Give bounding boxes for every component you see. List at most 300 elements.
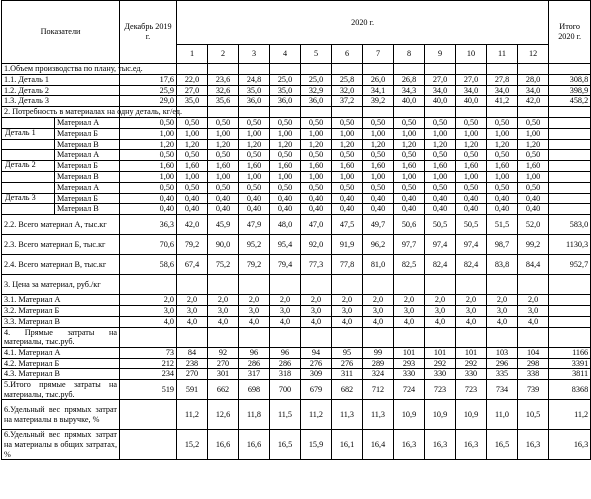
value-cell: 4,0	[270, 316, 301, 327]
value-cell: 97,4	[456, 235, 487, 255]
value-cell: 32,0	[332, 85, 363, 96]
value-cell: 101	[425, 347, 456, 358]
value-cell: 0,40	[394, 204, 425, 215]
value-cell: 591	[177, 380, 208, 400]
value-cell: 1,00	[208, 171, 239, 182]
value-cell: 2,0	[487, 295, 518, 306]
value-cell: 0,40	[208, 204, 239, 215]
value-cell: 36,3	[120, 215, 177, 235]
value-cell: 1,00	[208, 128, 239, 139]
value-cell: 39,2	[363, 96, 394, 107]
value-cell: 0,40	[363, 193, 394, 204]
value-cell: 17,6	[120, 74, 177, 85]
value-cell: 1,60	[332, 161, 363, 172]
value-cell: 298	[518, 358, 549, 369]
value-cell: 739	[518, 380, 549, 400]
value-cell: 1,00	[332, 171, 363, 182]
value-cell	[549, 139, 591, 150]
value-cell: 40,0	[456, 96, 487, 107]
value-cell: 11,2	[549, 400, 591, 430]
value-cell: 36,0	[239, 96, 270, 107]
value-cell: 0,50	[487, 182, 518, 193]
value-cell: 35,6	[208, 96, 239, 107]
value-cell: 1130,3	[549, 235, 591, 255]
value-cell: 91,9	[332, 235, 363, 255]
value-cell: 1,00	[301, 171, 332, 182]
value-cell: 324	[363, 369, 394, 380]
value-cell: 1,00	[239, 171, 270, 182]
material-row	[2, 150, 591, 161]
value-cell: 0,50	[177, 150, 208, 161]
value-cell: 34,0	[456, 85, 487, 96]
value-cell: 26,0	[363, 74, 394, 85]
value-cell: 52,0	[518, 215, 549, 235]
value-cell: 16,4	[363, 430, 394, 460]
value-cell: 1,00	[425, 128, 456, 139]
row-label: 4. Прямые затраты на материалы, тыс.руб.	[2, 327, 120, 347]
material-row	[2, 128, 591, 139]
value-cell: 1,00	[332, 128, 363, 139]
value-cell: 1,20	[332, 139, 363, 150]
value-cell: 50,5	[425, 215, 456, 235]
value-cell: 27,8	[487, 74, 518, 85]
month-header-1: 1	[177, 45, 208, 64]
table-row	[2, 235, 591, 255]
value-cell: 79,2	[177, 235, 208, 255]
value-cell	[549, 161, 591, 172]
value-cell	[239, 107, 270, 118]
material-row	[2, 161, 591, 172]
value-cell: 4,0	[239, 316, 270, 327]
value-cell: 82,4	[425, 255, 456, 275]
value-cell: 36,0	[301, 96, 332, 107]
material-row	[2, 182, 591, 193]
value-cell: 0,50	[239, 150, 270, 161]
value-cell	[487, 275, 518, 295]
value-cell: 8368	[549, 380, 591, 400]
value-cell: 1,00	[518, 128, 549, 139]
value-cell: 0,50	[208, 150, 239, 161]
table-row	[2, 380, 591, 400]
value-cell: 0,50	[301, 150, 332, 161]
value-cell: 0,40	[177, 204, 208, 215]
value-cell: 40,0	[394, 96, 425, 107]
value-cell: 11,0	[487, 400, 518, 430]
value-cell	[456, 107, 487, 118]
value-cell: 67,4	[177, 255, 208, 275]
value-cell: 2,0	[120, 295, 177, 306]
value-cell: 4,0	[518, 316, 549, 327]
table-row	[2, 347, 591, 358]
table-row	[2, 316, 591, 327]
value-cell: 35,0	[177, 96, 208, 107]
value-cell: 3,0	[120, 305, 177, 316]
value-cell: 0,40	[487, 204, 518, 215]
value-cell: 10,9	[456, 400, 487, 430]
value-cell	[549, 128, 591, 139]
value-cell: 0,50	[332, 150, 363, 161]
value-cell: 0,40	[518, 204, 549, 215]
section-row	[2, 107, 591, 118]
value-cell: 0,40	[177, 193, 208, 204]
value-cell: 0,40	[270, 193, 301, 204]
value-cell: 3,0	[456, 305, 487, 316]
value-cell: 58,6	[120, 255, 177, 275]
material-row	[2, 193, 591, 204]
value-cell: 293	[394, 358, 425, 369]
value-cell: 308,8	[549, 74, 591, 85]
value-cell: 0,40	[425, 204, 456, 215]
value-cell: 34,0	[487, 85, 518, 96]
value-cell: 289	[363, 358, 394, 369]
row-label: 3.3. Материал В	[2, 316, 120, 327]
value-cell	[301, 107, 332, 118]
section-row	[2, 64, 591, 75]
value-cell: 734	[487, 380, 518, 400]
value-cell: 10,5	[518, 400, 549, 430]
value-cell: 23,6	[208, 74, 239, 85]
row-label: 2.3. Всего материал Б, тыс.кг	[2, 235, 120, 255]
value-cell: 0,40	[456, 204, 487, 215]
value-cell	[487, 64, 518, 75]
month-header-3: 3	[239, 45, 270, 64]
value-cell	[456, 327, 487, 347]
value-cell: 2,0	[456, 295, 487, 306]
value-cell: 276	[301, 358, 332, 369]
table-row	[2, 305, 591, 316]
table-row	[2, 74, 591, 85]
value-cell: 1,60	[301, 161, 332, 172]
value-cell: 48,0	[270, 215, 301, 235]
value-cell: 0,40	[239, 193, 270, 204]
value-cell: 81,0	[363, 255, 394, 275]
row-label: 3.2. Материал Б	[2, 305, 120, 316]
value-cell: 0,50	[270, 117, 301, 128]
value-cell: 11,5	[270, 400, 301, 430]
value-cell: 0,40	[270, 204, 301, 215]
row-label: 1.Объем производства по плану, тыс.ед.	[2, 64, 120, 75]
value-cell: 1,00	[518, 171, 549, 182]
value-cell: 42,0	[518, 96, 549, 107]
detail-group-name: Деталь 3	[5, 192, 36, 202]
value-cell	[394, 64, 425, 75]
value-cell: 0,50	[120, 117, 177, 128]
value-cell: 1,60	[208, 161, 239, 172]
value-cell: 99,2	[518, 235, 549, 255]
value-cell: 4,0	[394, 316, 425, 327]
value-cell: 0,50	[120, 182, 177, 193]
value-cell: 3811	[549, 369, 591, 380]
value-cell: 0,50	[120, 150, 177, 161]
value-cell: 1,20	[208, 139, 239, 150]
value-cell	[270, 327, 301, 347]
value-cell: 79,2	[239, 255, 270, 275]
value-cell	[518, 275, 549, 295]
value-cell	[177, 275, 208, 295]
value-cell: 212	[120, 358, 177, 369]
value-cell: 4,0	[456, 316, 487, 327]
value-cell: 4,0	[487, 316, 518, 327]
value-cell: 0,50	[177, 117, 208, 128]
value-cell: 662	[208, 380, 239, 400]
value-cell: 34,0	[518, 85, 549, 96]
value-cell	[487, 107, 518, 118]
value-cell: 3,0	[270, 305, 301, 316]
value-cell: 32,9	[301, 85, 332, 96]
value-cell	[487, 327, 518, 347]
value-cell	[177, 64, 208, 75]
value-cell: 27,0	[425, 74, 456, 85]
value-cell: 270	[177, 369, 208, 380]
value-cell: 1,20	[270, 139, 301, 150]
value-cell: 95,2	[239, 235, 270, 255]
table-row	[2, 96, 591, 107]
table-row	[2, 255, 591, 275]
row-label: 4.1. Материал А	[2, 347, 120, 358]
value-cell: 1,60	[456, 161, 487, 172]
value-cell: 16,3	[518, 430, 549, 460]
value-cell: 1,00	[270, 128, 301, 139]
value-cell: 1,20	[120, 139, 177, 150]
material-label: Материал В	[54, 140, 119, 150]
value-cell: 270	[208, 358, 239, 369]
value-cell: 0,40	[301, 204, 332, 215]
value-cell: 1,00	[120, 128, 177, 139]
value-cell: 2,0	[425, 295, 456, 306]
value-cell	[549, 150, 591, 161]
value-cell: 73	[120, 347, 177, 358]
value-cell: 4,0	[425, 316, 456, 327]
value-cell: 45,9	[208, 215, 239, 235]
value-cell: 1,20	[363, 139, 394, 150]
value-cell: 292	[456, 358, 487, 369]
value-cell: 4,0	[177, 316, 208, 327]
value-cell: 3,0	[208, 305, 239, 316]
section-row	[2, 275, 591, 295]
value-cell: 1,00	[239, 128, 270, 139]
value-cell: 10,9	[425, 400, 456, 430]
value-cell: 1,60	[487, 161, 518, 172]
value-cell: 28,0	[518, 74, 549, 85]
value-cell: 1,00	[177, 128, 208, 139]
value-cell	[425, 64, 456, 75]
value-cell	[549, 117, 591, 128]
value-cell: 0,50	[239, 182, 270, 193]
row-label: 2.4. Всего материал В, тыс.кг	[2, 255, 120, 275]
value-cell	[332, 64, 363, 75]
value-cell: 97,7	[394, 235, 425, 255]
row-label: 3. Цена за материал, руб./кг	[2, 275, 120, 295]
table-row	[2, 369, 591, 380]
value-cell: 2,0	[301, 295, 332, 306]
value-cell: 4,0	[332, 316, 363, 327]
value-cell	[549, 171, 591, 182]
value-cell: 0,40	[120, 193, 177, 204]
value-cell: 92	[208, 347, 239, 358]
value-cell: 1,60	[518, 161, 549, 172]
value-cell: 16,3	[394, 430, 425, 460]
month-header-10: 10	[456, 45, 487, 64]
value-cell: 296	[487, 358, 518, 369]
value-cell: 16,3	[456, 430, 487, 460]
value-cell: 0,40	[487, 193, 518, 204]
value-cell: 723	[456, 380, 487, 400]
value-cell: 0,50	[239, 117, 270, 128]
value-cell: 0,50	[208, 182, 239, 193]
value-cell: 2,0	[332, 295, 363, 306]
value-cell: 0,40	[332, 193, 363, 204]
material-cell	[2, 204, 120, 215]
value-cell	[239, 327, 270, 347]
value-cell: 4,0	[301, 316, 332, 327]
value-cell: 95,4	[270, 235, 301, 255]
value-cell: 682	[332, 380, 363, 400]
value-cell: 84,4	[518, 255, 549, 275]
value-cell: 0,50	[425, 117, 456, 128]
header-dec-2019: Декабрь 2019 г.	[120, 1, 177, 64]
value-cell: 1,00	[456, 171, 487, 182]
value-cell: 25,8	[332, 74, 363, 85]
value-cell: 1,20	[239, 139, 270, 150]
value-cell: 0,40	[301, 193, 332, 204]
value-cell	[363, 327, 394, 347]
value-cell: 95	[332, 347, 363, 358]
value-cell: 0,40	[394, 193, 425, 204]
value-cell: 952,7	[549, 255, 591, 275]
value-cell: 286	[270, 358, 301, 369]
value-cell	[549, 295, 591, 306]
value-cell: 1,60	[177, 161, 208, 172]
value-cell: 103	[487, 347, 518, 358]
value-cell	[208, 64, 239, 75]
value-cell: 79,4	[270, 255, 301, 275]
value-cell: 1,00	[270, 171, 301, 182]
value-cell: 83,8	[487, 255, 518, 275]
value-cell	[549, 305, 591, 316]
value-cell: 3,0	[394, 305, 425, 316]
material-cell	[2, 139, 120, 150]
value-cell: 1,20	[425, 139, 456, 150]
value-cell: 4,0	[363, 316, 394, 327]
value-cell: 0,50	[332, 117, 363, 128]
value-cell: 698	[239, 380, 270, 400]
value-cell: 51,5	[487, 215, 518, 235]
value-cell: 1,00	[120, 171, 177, 182]
value-cell: 98,7	[487, 235, 518, 255]
value-cell: 34,1	[363, 85, 394, 96]
value-cell	[394, 107, 425, 118]
value-cell: 35,0	[270, 85, 301, 96]
value-cell: 101	[456, 347, 487, 358]
month-header-2: 2	[208, 45, 239, 64]
value-cell	[518, 64, 549, 75]
value-cell	[270, 107, 301, 118]
row-label: 1.3. Деталь 3	[2, 96, 120, 107]
value-cell	[208, 327, 239, 347]
value-cell	[301, 64, 332, 75]
value-cell	[270, 275, 301, 295]
value-cell	[177, 327, 208, 347]
value-cell	[363, 107, 394, 118]
material-label: Материал Б	[54, 161, 119, 171]
value-cell: 276	[332, 358, 363, 369]
value-cell: 29,0	[120, 96, 177, 107]
value-cell: 234	[120, 369, 177, 380]
value-cell: 1,00	[363, 171, 394, 182]
value-cell: 0,50	[487, 117, 518, 128]
value-cell: 330	[425, 369, 456, 380]
value-cell	[456, 275, 487, 295]
value-cell: 1,20	[394, 139, 425, 150]
value-cell: 0,40	[120, 204, 177, 215]
material-row	[2, 171, 591, 182]
value-cell: 0,50	[456, 117, 487, 128]
row-label: 3.1. Материал А	[2, 295, 120, 306]
value-cell: 16,3	[425, 430, 456, 460]
value-cell: 37,2	[332, 96, 363, 107]
value-cell: 47,5	[332, 215, 363, 235]
value-cell: 330	[456, 369, 487, 380]
value-cell: 0,50	[208, 117, 239, 128]
material-cell	[2, 171, 120, 182]
value-cell: 16,3	[549, 430, 591, 460]
value-cell	[208, 107, 239, 118]
detail-group-name: Деталь 1	[5, 127, 36, 137]
value-cell: 24,8	[239, 74, 270, 85]
value-cell	[332, 275, 363, 295]
value-cell: 25,0	[270, 74, 301, 85]
value-cell: 1166	[549, 347, 591, 358]
value-cell: 27,0	[456, 74, 487, 85]
value-cell	[549, 193, 591, 204]
value-cell: 97,4	[425, 235, 456, 255]
value-cell: 0,40	[332, 204, 363, 215]
material-label: Материал А	[54, 118, 119, 128]
value-cell	[270, 64, 301, 75]
month-header-5: 5	[301, 45, 332, 64]
value-cell: 22,0	[177, 74, 208, 85]
material-row	[2, 117, 591, 128]
value-cell: 3,0	[363, 305, 394, 316]
value-cell: 47,9	[239, 215, 270, 235]
value-cell: 84	[177, 347, 208, 358]
month-header-4: 4	[270, 45, 301, 64]
value-cell	[549, 327, 591, 347]
header-indicators: Показатели	[2, 1, 120, 64]
material-label: Материал В	[54, 172, 119, 182]
value-cell: 16,1	[332, 430, 363, 460]
value-cell	[120, 430, 177, 460]
value-cell: 12,6	[208, 400, 239, 430]
value-cell: 338	[518, 369, 549, 380]
value-cell: 583,0	[549, 215, 591, 235]
row-label: 2. Потребность в материалах на одну деталь, кг/ед.	[2, 107, 120, 118]
value-cell: 309	[301, 369, 332, 380]
value-cell	[549, 182, 591, 193]
value-cell: 82,4	[456, 255, 487, 275]
value-cell: 0,50	[363, 117, 394, 128]
section-row	[2, 327, 591, 347]
value-cell: 0,40	[239, 204, 270, 215]
value-cell: 1,00	[363, 128, 394, 139]
row-label: 6.Удельный вес прямых затрат на материалы в общих затратах, %	[2, 430, 120, 460]
value-cell: 82,5	[394, 255, 425, 275]
value-cell: 292	[425, 358, 456, 369]
value-cell: 3,0	[518, 305, 549, 316]
value-cell: 11,3	[332, 400, 363, 430]
value-cell: 40,0	[425, 96, 456, 107]
value-cell: 0,50	[301, 117, 332, 128]
